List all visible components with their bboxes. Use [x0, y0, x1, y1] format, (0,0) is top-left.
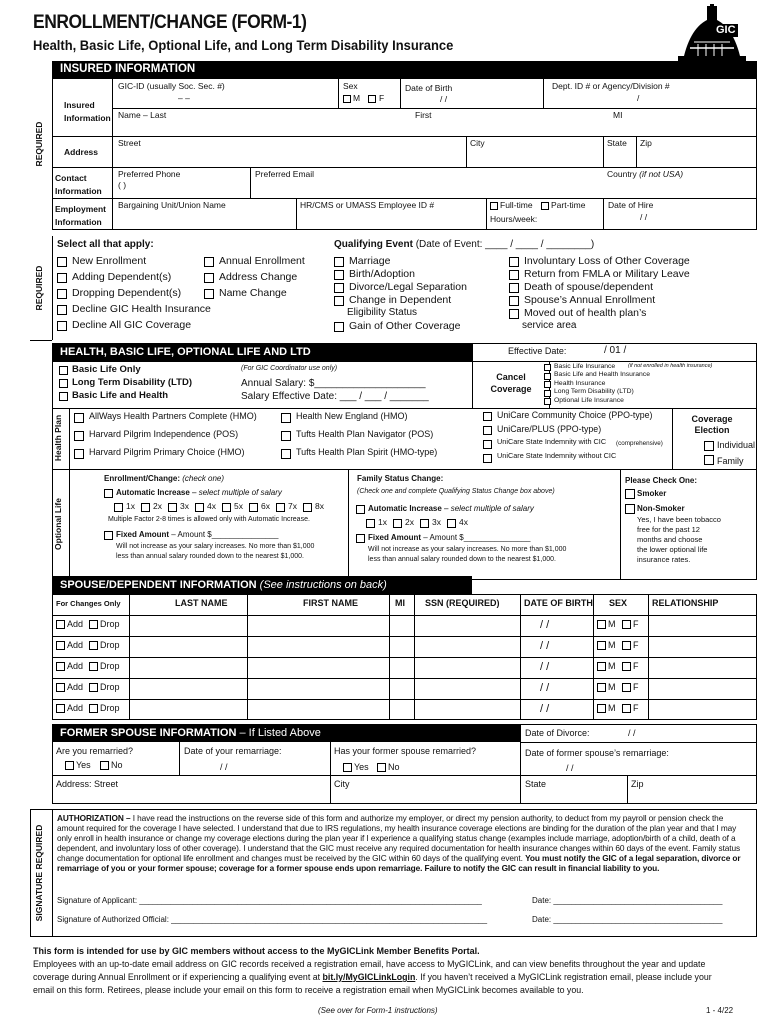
qe-left-label-3: Change in Dependent [349, 294, 452, 306]
cancel-item-label-1: Basic Life and Health Insurance [554, 371, 650, 378]
spouse-col-line-1 [247, 594, 248, 720]
former-remarried-label: Has your former spouse remarried? [334, 746, 477, 756]
qe-right-label-2: Death of spouse/dependent [524, 281, 654, 293]
plan-col3-label-0: UniCare Community Choice (PPO-type) [497, 410, 653, 420]
cancel-item-label-0: Basic Life Insurance [554, 362, 616, 370]
former-spouse-bar-title: FORMER SPOUSE INFORMATION – If Listed Above [60, 727, 321, 739]
non-smoker-note-3: the lower optional life [637, 545, 708, 554]
dept-slash: / [637, 93, 640, 103]
qe-left-checkbox-0[interactable] [334, 257, 344, 267]
qe-right-checkbox-0[interactable] [509, 257, 519, 267]
auto-increase-label: Automatic Increase – select multiple of salary [116, 488, 282, 497]
qe-right-label-3: Spouse’s Annual Enrollment [524, 294, 656, 306]
spouse-col-line-5 [593, 594, 594, 720]
qe-right-checkbox-2[interactable] [509, 283, 519, 293]
remarriage-slashes: / / [220, 762, 228, 772]
remarried-no-label: No [111, 760, 123, 770]
spouse-f-checkbox-4[interactable] [622, 704, 631, 713]
multiple-checkbox-0[interactable] [114, 503, 123, 512]
qe-eligibility-cont: Eligibility Status [347, 307, 418, 318]
select-all-heading: Select all that apply: [57, 239, 154, 250]
bargaining-label: Bargaining Unit/Union Name [118, 200, 226, 210]
spouse-header-0: For Changes Only [56, 599, 121, 608]
remarried-no-checkbox[interactable] [100, 761, 109, 770]
former-city-label: City [334, 779, 350, 789]
select-mid-label-0: Annual Enrollment [219, 255, 305, 267]
spouse-drop-checkbox-1[interactable] [89, 641, 98, 650]
hire-slashes: / / [640, 212, 648, 222]
cancel-item-checkbox-0[interactable] [544, 364, 551, 371]
spouse-f-checkbox-2[interactable] [622, 662, 631, 671]
divorce-slashes: / / [628, 728, 636, 738]
qe-right-label-0: Involuntary Loss of Other Coverage [524, 255, 690, 267]
qe-service-area-cont: service area [522, 320, 577, 331]
spouse-row-line-3 [52, 678, 757, 679]
multiple-checkbox-4[interactable] [222, 503, 231, 512]
plan-col2-checkbox-1[interactable] [281, 431, 291, 441]
fs-fixed-note-1: Will not increase as your salary increases. No more than $1,000 [368, 546, 567, 553]
spouse-add-checkbox-4[interactable] [56, 704, 65, 713]
former-yes-label: Yes [354, 762, 369, 772]
spouse-add-label-3: Add [67, 682, 84, 692]
plan-col1-label-1: Harvard Pilgrim Independence (POS) [89, 429, 239, 439]
family-status-label: Family Status Change: [357, 474, 444, 483]
select-left-checkbox-1[interactable] [57, 273, 67, 283]
select-left-label-3: Decline GIC Health Insurance [72, 303, 211, 315]
spouse-drop-checkbox-3[interactable] [89, 683, 98, 692]
spouse-add-label-0: Add [67, 619, 84, 629]
select-mid-label-2: Name Change [219, 287, 287, 299]
spouse-drop-checkbox-4[interactable] [89, 704, 98, 713]
effective-date-value: / 01 / [604, 345, 627, 356]
spouse-m-label-4: M [608, 703, 616, 713]
spouse-header-5: DATE OF BIRTH [524, 598, 593, 608]
address-label: Address [64, 147, 99, 157]
sex-f-label: F [379, 93, 385, 103]
phone-parens: ( ) [118, 180, 127, 190]
gic-coordinator-note: (For GIC Coordinator use only) [241, 365, 338, 372]
select-left-checkbox-2[interactable] [57, 289, 67, 299]
fs-multiple-label-2: 3x [432, 517, 441, 527]
parttime-checkbox[interactable] [541, 202, 549, 210]
spouse-m-checkbox-1[interactable] [597, 641, 606, 650]
spouse-add-checkbox-2[interactable] [56, 662, 65, 671]
spouse-header-4: SSN (REQUIRED) [425, 598, 500, 608]
spouse-header-7: RELATIONSHIP [652, 598, 719, 608]
spouse-m-label-1: M [608, 640, 616, 650]
former-no-label: No [388, 762, 400, 772]
non-smoker-note-2: months and choose [637, 535, 703, 544]
remarried-label: Are you remarried? [56, 746, 134, 756]
select-left-label-2: Dropping Dependent(s) [72, 287, 182, 299]
spouse-drop-checkbox-0[interactable] [89, 620, 98, 629]
required-label-1: REQUIRED [34, 121, 44, 167]
spouse-f-checkbox-3[interactable] [622, 683, 631, 692]
smoker-checkbox[interactable] [625, 489, 635, 499]
multiple-label-4: 5x [234, 501, 243, 511]
mi-label: MI [613, 110, 623, 120]
spouse-dob-slashes-0: / / [540, 619, 550, 631]
form-subtitle: Health, Basic Life, Optional Life, and Long Term Disability Insurance [33, 38, 454, 53]
select-mid-label-1: Address Change [219, 271, 298, 283]
dept-label: Dept. ID # or Agency/Division # [552, 81, 670, 91]
spouse-f-label-0: F [633, 619, 639, 629]
annual-salary-field: Annual Salary: $____________________ [241, 378, 426, 389]
spouse-add-checkbox-3[interactable] [56, 683, 65, 692]
plan-col2-label-1: Tufts Health Plan Navigator (POS) [296, 429, 434, 439]
date-divorce-label: Date of Divorce: [525, 728, 590, 738]
cancel-item-checkbox-3[interactable] [544, 390, 551, 397]
plan-col3-checkbox-0[interactable] [483, 412, 492, 421]
spouse-drop-checkbox-2[interactable] [89, 662, 98, 671]
sex-m-checkbox[interactable] [343, 95, 351, 103]
please-check-one: Please Check One: [625, 476, 698, 485]
fixed-amount-label: Fixed Amount – Amount $_______________ [116, 530, 279, 539]
spouse-col-line-2 [389, 594, 390, 720]
family-label: Family [717, 456, 744, 466]
fs-auto-increase-checkbox[interactable] [356, 505, 365, 514]
fulltime-checkbox[interactable] [490, 202, 498, 210]
non-smoker-note-4: insurance rates. [637, 555, 691, 564]
remarried-yes-checkbox[interactable] [65, 761, 74, 770]
qe-left-label-0: Marriage [349, 255, 391, 267]
fixed-note-1: Will not increase as your salary increases. No more than $1,000 [116, 543, 315, 550]
gic-id-dashes: – – [178, 93, 190, 103]
family-checkbox[interactable] [704, 455, 714, 465]
plan-col3-label-2: UniCare State Indemnity with CIC [497, 437, 607, 446]
spouse-header-6: SEX [609, 598, 628, 608]
signature-official-date[interactable]: Date: ______________________________________ [532, 915, 723, 924]
date-former-remarriage-label: Date of former spouse’s remarriage: [525, 748, 669, 758]
signature-official[interactable]: Signature of Authorized Official: _______________________________________________________________________ [57, 915, 488, 924]
spouse-col-line-0 [129, 594, 130, 720]
see-over-note: (See over for Form-1 instructions) [318, 1006, 438, 1015]
multiple-checkbox-7[interactable] [303, 503, 312, 512]
fs-fixed-amount-checkbox[interactable] [356, 534, 365, 543]
spouse-row-line-1 [52, 636, 757, 637]
qe-right-label-1: Return from FMLA or Military Leave [524, 268, 690, 280]
qe-right-checkbox-1[interactable] [509, 270, 519, 280]
spouse-drop-label-4: Drop [100, 703, 120, 713]
dob-label: Date of Birth [405, 83, 453, 93]
spouse-m-checkbox-0[interactable] [597, 620, 606, 629]
spouse-m-checkbox-4[interactable] [597, 704, 606, 713]
multiple-label-7: 8x [315, 501, 324, 511]
spouse-add-label-4: Add [67, 703, 84, 713]
required-label-2: REQUIRED [34, 265, 44, 311]
cancel-item-checkbox-2[interactable] [544, 381, 551, 388]
multiple-label-3: 4x [207, 501, 216, 511]
spouse-m-checkbox-3[interactable] [597, 683, 606, 692]
footer-line-3: email on this form. Retirees, please include your email on this form to receive a registration email when MyGICLink becomes available to you. [33, 985, 584, 995]
spouse-header-2: FIRST NAME [303, 598, 358, 608]
effective-date-label: Effective Date: [508, 346, 567, 356]
spouse-dob-slashes-2: / / [540, 661, 550, 673]
select-left-label-4: Decline All GIC Coverage [72, 319, 192, 331]
spouse-header-3: MI [395, 598, 405, 608]
plan-col3-note: (comprehensive) [616, 440, 663, 447]
individual-checkbox[interactable] [704, 441, 714, 451]
qe-left-checkbox-3[interactable] [334, 296, 344, 306]
hrcms-label: HR/CMS or UMASS Employee ID # [300, 200, 435, 210]
spouse-col-line-3 [414, 594, 415, 720]
optional-life-label: Optional Life [53, 498, 63, 550]
select-mid-checkbox-0[interactable] [204, 257, 214, 267]
former-zip-label: Zip [631, 779, 644, 789]
multiple-note: Multiple Factor 2-8 times is allowed only with Automatic Increase. [108, 516, 310, 523]
coverage-election-label: Coverage Election [691, 414, 733, 435]
cancel-item-label-2: Health Insurance [554, 379, 606, 387]
former-grid [52, 724, 757, 804]
sex-label: Sex [343, 81, 358, 91]
non-smoker-label: Non-Smoker [637, 504, 685, 513]
auto-increase-checkbox[interactable] [104, 489, 113, 498]
multiple-checkbox-6[interactable] [276, 503, 285, 512]
insured-info-title: INSURED INFORMATION [60, 63, 196, 75]
employment-info-label: Employment Information [55, 204, 107, 227]
logo-text: GIC [716, 24, 736, 36]
form-title: ENROLLMENT/CHANGE (FORM-1) [33, 12, 307, 33]
spouse-add-checkbox-0[interactable] [56, 620, 65, 629]
fixed-note-2: less than annual salary rounded down to the nearest $1,000. [116, 553, 304, 560]
former-remarriage-slashes: / / [566, 763, 574, 773]
hbl-basic_life_only-checkbox[interactable] [59, 366, 68, 375]
plan-col3-checkbox-2[interactable] [483, 440, 492, 449]
qe-left-label-4: Gain of Other Coverage [349, 320, 461, 332]
spouse-bar-title: SPOUSE/DEPENDENT INFORMATION (See instructions on back) [60, 579, 387, 591]
signature-applicant[interactable]: Signature of Applicant: _____________________________________________________________________________ [57, 896, 482, 905]
hbl-basic_life_health-checkbox[interactable] [59, 392, 68, 401]
plan-col1-checkbox-2[interactable] [74, 449, 84, 459]
multiple-checkbox-2[interactable] [168, 503, 177, 512]
mygiclink-link[interactable]: bit.ly/MyGICLinkLogin [322, 972, 416, 982]
cancel-item-checkbox-1[interactable] [544, 373, 551, 380]
footer-bold-line: This form is intended for use by GIC members without access to the MyGICLink Member Benefits Portal. [33, 946, 480, 956]
hours-week-label: Hours/week: [490, 214, 538, 224]
signature-required-label: SIGNATURE REQUIRED [34, 824, 44, 922]
select-left-label-0: New Enrollment [72, 255, 147, 267]
sex-m-label: M [353, 93, 361, 103]
cancel-coverage-label: Cancel Coverage [490, 372, 532, 394]
select-left-checkbox-3[interactable] [57, 305, 67, 315]
fs-multiple-label-3: 4x [459, 517, 468, 527]
spouse-m-label-2: M [608, 661, 616, 671]
gic-id-label: GIC-ID (usually Soc. Sec. #) [118, 81, 225, 91]
plan-col3-label-1: UniCare/PLUS (PPO-type) [497, 424, 602, 434]
select-mid-checkbox-2[interactable] [204, 289, 214, 299]
qe-left-checkbox-4[interactable] [334, 322, 344, 332]
hbl-ltd-checkbox[interactable] [59, 379, 68, 388]
former-yes-checkbox[interactable] [343, 763, 352, 772]
multiple-checkbox-1[interactable] [141, 503, 150, 512]
city-label: City [470, 138, 485, 148]
enroll-change-label: Enrollment/Change: (check one) [104, 474, 225, 483]
spouse-dob-slashes-4: / / [540, 703, 550, 715]
plan-col1-checkbox-1[interactable] [74, 431, 84, 441]
fs-multiple-checkbox-2[interactable] [420, 519, 429, 528]
first-label: First [415, 110, 432, 120]
spouse-col-line-4 [520, 594, 521, 720]
spouse-dob-slashes-1: / / [540, 640, 550, 652]
plan-col3-checkbox-1[interactable] [483, 426, 492, 435]
spouse-drop-label-0: Drop [100, 619, 120, 629]
select-left-label-1: Adding Dependent(s) [72, 271, 172, 283]
select-left-checkbox-4[interactable] [57, 321, 67, 331]
date-remarriage-label: Date of your remarriage: [184, 746, 282, 756]
date-hire-label: Date of Hire [608, 200, 654, 210]
plan-col3-checkbox-3[interactable] [483, 454, 492, 463]
multiple-label-0: 1x [126, 501, 135, 511]
multiple-label-6: 7x [288, 501, 297, 511]
fs-multiple-checkbox-3[interactable] [447, 519, 456, 528]
fulltime-label: Full-time [500, 200, 533, 210]
multiple-label-1: 2x [153, 501, 162, 511]
hbl-basic_life_only-label: Basic Life Only [72, 364, 141, 375]
multiple-checkbox-3[interactable] [195, 503, 204, 512]
non-smoker-note-0: Yes, I have been tobacco [637, 515, 721, 524]
cancel-item-note: (if not enrolled in health insurance) [628, 362, 713, 369]
name-last-label: Name – Last [118, 110, 167, 120]
signature-applicant-date[interactable]: Date: ______________________________________ [532, 896, 723, 905]
spouse-f-checkbox-1[interactable] [622, 641, 631, 650]
spouse-f-label-1: F [633, 640, 639, 650]
spouse-m-label-0: M [608, 619, 616, 629]
spouse-header-1: LAST NAME [175, 598, 228, 608]
plan-col2-label-0: Health New England (HMO) [296, 411, 408, 421]
fs-multiple-label-1: 2x [405, 517, 414, 527]
authorization-text: AUTHORIZATION – I have read the instructions on the reverse side of this form and authorize my employer, or direct my pension authority, to deduct from my payroll or pension check the amount required for the coverage I have selected. I understand that due to IRS regulations, my health insurance coverage elections are binding for the duration of the plan year and that I may only enroll in health insurance or change my coverage elections during the plan year if I experience a qualifying status change (examples include marriage, adoption/birth of a child, death of a dependent, and involuntary loss of other coverage). I understand that the GIC must receive any required documentation for health insurance changes within 60 days of the event. Family status change documentation for optional life enrollment and changes must be received by the GIC within 60 days of the qualifying event. You must notify the GIC of a legal separation, divorce or remarriage of you or your former spouse; coverage for a former spouse ends upon remarriage. Failure to notify the GIC can result in financial liability to you. [57, 813, 741, 873]
fs-fixed-note-2: less than annual salary rounded down to the nearest $1,000. [368, 556, 556, 563]
spouse-add-label-1: Add [67, 640, 84, 650]
hbl-basic_life_health-label: Basic Life and Health [72, 390, 169, 401]
form-version: 1 - 4/22 [706, 1006, 734, 1015]
qe-left-checkbox-2[interactable] [334, 283, 344, 293]
former-address-label: Address: Street [56, 779, 119, 789]
salary-effective-field: Salary Effective Date: ___ / ___ / _______ [241, 391, 429, 402]
plan-col2-checkbox-2[interactable] [281, 449, 291, 459]
plan-col3-label-3: UniCare State Indemnity without CIC [497, 451, 617, 460]
spouse-row-line-2 [52, 657, 757, 658]
spouse-f-label-2: F [633, 661, 639, 671]
fs-fixed-amount-label: Fixed Amount – Amount $_______________ [368, 533, 531, 542]
plan-col1-label-0: AllWays Health Partners Complete (HMO) [89, 411, 257, 421]
qe-left-label-1: Birth/Adoption [349, 268, 415, 280]
spouse-dob-slashes-3: / / [540, 682, 550, 694]
spouse-col-line-6 [648, 594, 649, 720]
qe-right-checkbox-3[interactable] [509, 296, 519, 306]
non-smoker-checkbox[interactable] [625, 504, 635, 514]
parttime-label: Part-time [551, 200, 586, 210]
spouse-add-checkbox-1[interactable] [56, 641, 65, 650]
qe-right-label-4: Moved out of health plan’s [524, 307, 647, 319]
remarried-yes-label: Yes [76, 760, 91, 770]
hbl-ltd-label: Long Term Disability (LTD) [72, 377, 192, 388]
fs-multiple-checkbox-1[interactable] [393, 519, 402, 528]
spouse-f-checkbox-0[interactable] [622, 620, 631, 629]
smoker-label: Smoker [637, 489, 667, 498]
country-label: Country (if not USA) [607, 169, 684, 179]
plan-col2-checkbox-0[interactable] [281, 413, 291, 423]
plan-col2-label-2: Tufts Health Plan Spirit (HMO-type) [296, 447, 438, 457]
fs-multiple-checkbox-0[interactable] [366, 519, 375, 528]
zip-label: Zip [640, 138, 652, 148]
non-smoker-note-1: free for the past 12 [637, 525, 700, 534]
gic-logo [676, 4, 748, 66]
spouse-m-label-3: M [608, 682, 616, 692]
spouse-drop-label-2: Drop [100, 661, 120, 671]
multiple-label-5: 6x [261, 501, 270, 511]
plan-col1-label-2: Harvard Pilgrim Primary Choice (HMO) [89, 447, 245, 457]
family-status-note: (Check one and complete Qualifying Status Change box above) [357, 488, 555, 495]
dob-slashes: / / [440, 94, 448, 104]
state-label: State [607, 138, 627, 148]
fs-multiple-label-0: 1x [378, 517, 387, 527]
qe-left-label-2: Divorce/Legal Separation [349, 281, 467, 293]
spouse-add-label-2: Add [67, 661, 84, 671]
cancel-item-label-3: Long Term Disability (LTD) [554, 388, 634, 395]
plan-col1-checkbox-0[interactable] [74, 413, 84, 423]
hbl-bar-title: HEALTH, BASIC LIFE, OPTIONAL LIFE AND LTD [60, 346, 311, 358]
spouse-m-checkbox-2[interactable] [597, 662, 606, 671]
multiple-checkbox-5[interactable] [249, 503, 258, 512]
footer-line-1: Employees with an up-to-date email address on GIC records received a registration email, have access to MyGICLink, and can view benefits throughout the year and update [33, 959, 706, 969]
qe-left-checkbox-1[interactable] [334, 270, 344, 280]
footer-line-2: coverage during Annual Enrollment or if experiencing a qualifying event at bit.ly/MyGICLinkLogin. If you haven’t received a MyGICLink registration email, please include your [33, 972, 712, 982]
pref-phone-label: Preferred Phone [118, 169, 181, 179]
pref-email-label: Preferred Email [255, 169, 315, 179]
sex-f-checkbox[interactable] [368, 95, 376, 103]
spouse-row-line-4 [52, 699, 757, 700]
insured-info-label-1: Insured Information [64, 100, 111, 123]
health-plan-label: Health Plan [53, 414, 63, 462]
spouse-f-label-3: F [633, 682, 639, 692]
street-label: Street [118, 138, 141, 148]
former-state-label: State [525, 779, 547, 789]
individual-label: Individual [717, 440, 756, 450]
cancel-item-checkbox-4[interactable] [544, 398, 551, 405]
fixed-amount-checkbox[interactable] [104, 531, 113, 540]
cancel-item-label-4: Optional Life Insurance [554, 396, 624, 404]
fs-auto-increase-label: Automatic Increase – select multiple of salary [368, 504, 534, 513]
select-left-checkbox-0[interactable] [57, 257, 67, 267]
contact-info-label: Contact Information [55, 173, 102, 196]
spouse-f-label-4: F [633, 703, 639, 713]
select-mid-checkbox-1[interactable] [204, 273, 214, 283]
spouse-drop-label-1: Drop [100, 640, 120, 650]
qe-right-checkbox-4[interactable] [509, 309, 519, 319]
multiple-label-2: 3x [180, 501, 189, 511]
qualifying-event-heading: Qualifying Event (Date of Event: ____ / ____ / ________) [334, 239, 595, 250]
former-no-checkbox[interactable] [377, 763, 386, 772]
spouse-drop-label-3: Drop [100, 682, 120, 692]
